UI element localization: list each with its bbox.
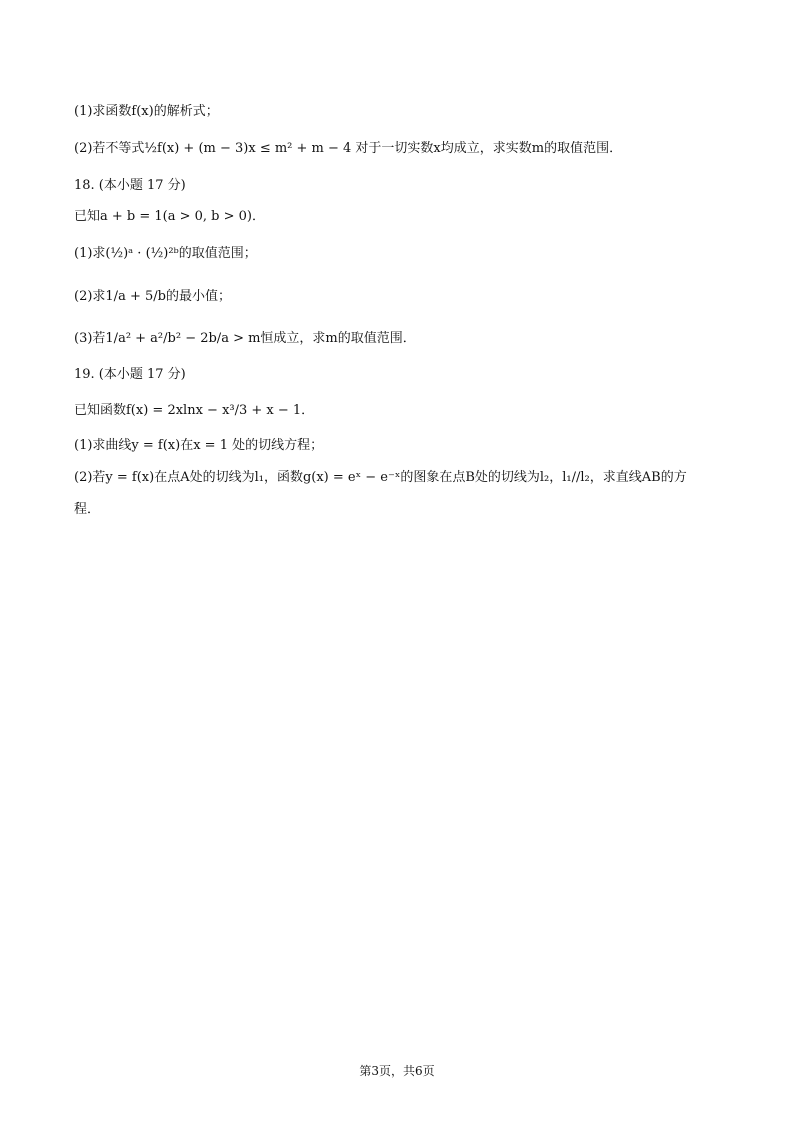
q19-header-text: 19. (本小题 17 分)	[74, 367, 186, 382]
q17-part2	[74, 140, 622, 158]
q18-part1-text: (1)求(½)ᵃ · (½)²ᵇ的取值范围；	[74, 246, 257, 261]
q18-part3-text: (3)若1/a² + a²/b² − 2b/a > m恒成立，求m的取值范围．	[74, 331, 416, 346]
q17-part2-text: (2)若不等式½f(x) + (m − 3)x ≤ m² + m − 4 对于一切实数x均成立，求实数m的取值范围．	[74, 141, 623, 156]
q17-part1-text: (1)求函数f(x)的解析式；	[74, 104, 219, 119]
q19-part2-line2-text: 程．	[74, 502, 101, 517]
q18-given	[74, 208, 265, 226]
q18-given-text: 已知a + b = 1(a > 0, b > 0)．	[74, 209, 265, 224]
q19-given	[74, 402, 314, 420]
q19-part2-line2	[74, 501, 100, 519]
q18-part1	[74, 245, 257, 263]
q18-part2-text: (2)求1/a + 5/b的最小值；	[74, 289, 231, 304]
q19-part2-line1	[74, 469, 687, 487]
q19-header	[74, 366, 186, 384]
q19-part2-line1-text: (2)若y = f(x)在点A处的切线为l₁，函数g(x) = eˣ − e⁻ˣ的图象在点B处的切线为l₂，l₁//l₂，求直线AB的方	[74, 470, 687, 485]
page-footer	[0, 1062, 794, 1079]
page-number-label: 第3页，共6页	[359, 1064, 435, 1078]
q19-part1	[74, 437, 323, 455]
q18-part2	[74, 288, 231, 306]
q19-given-text: 已知函数f(x) = 2xlnx − x³/3 + x − 1．	[74, 403, 315, 418]
q19-part1-text: (1)求曲线y = f(x)在x = 1 处的切线方程；	[74, 438, 324, 453]
q18-header-text: 18. (本小题 17 分)	[74, 178, 186, 193]
q18-part3	[74, 330, 416, 348]
q18-header	[74, 177, 186, 195]
q17-part1	[74, 103, 219, 121]
